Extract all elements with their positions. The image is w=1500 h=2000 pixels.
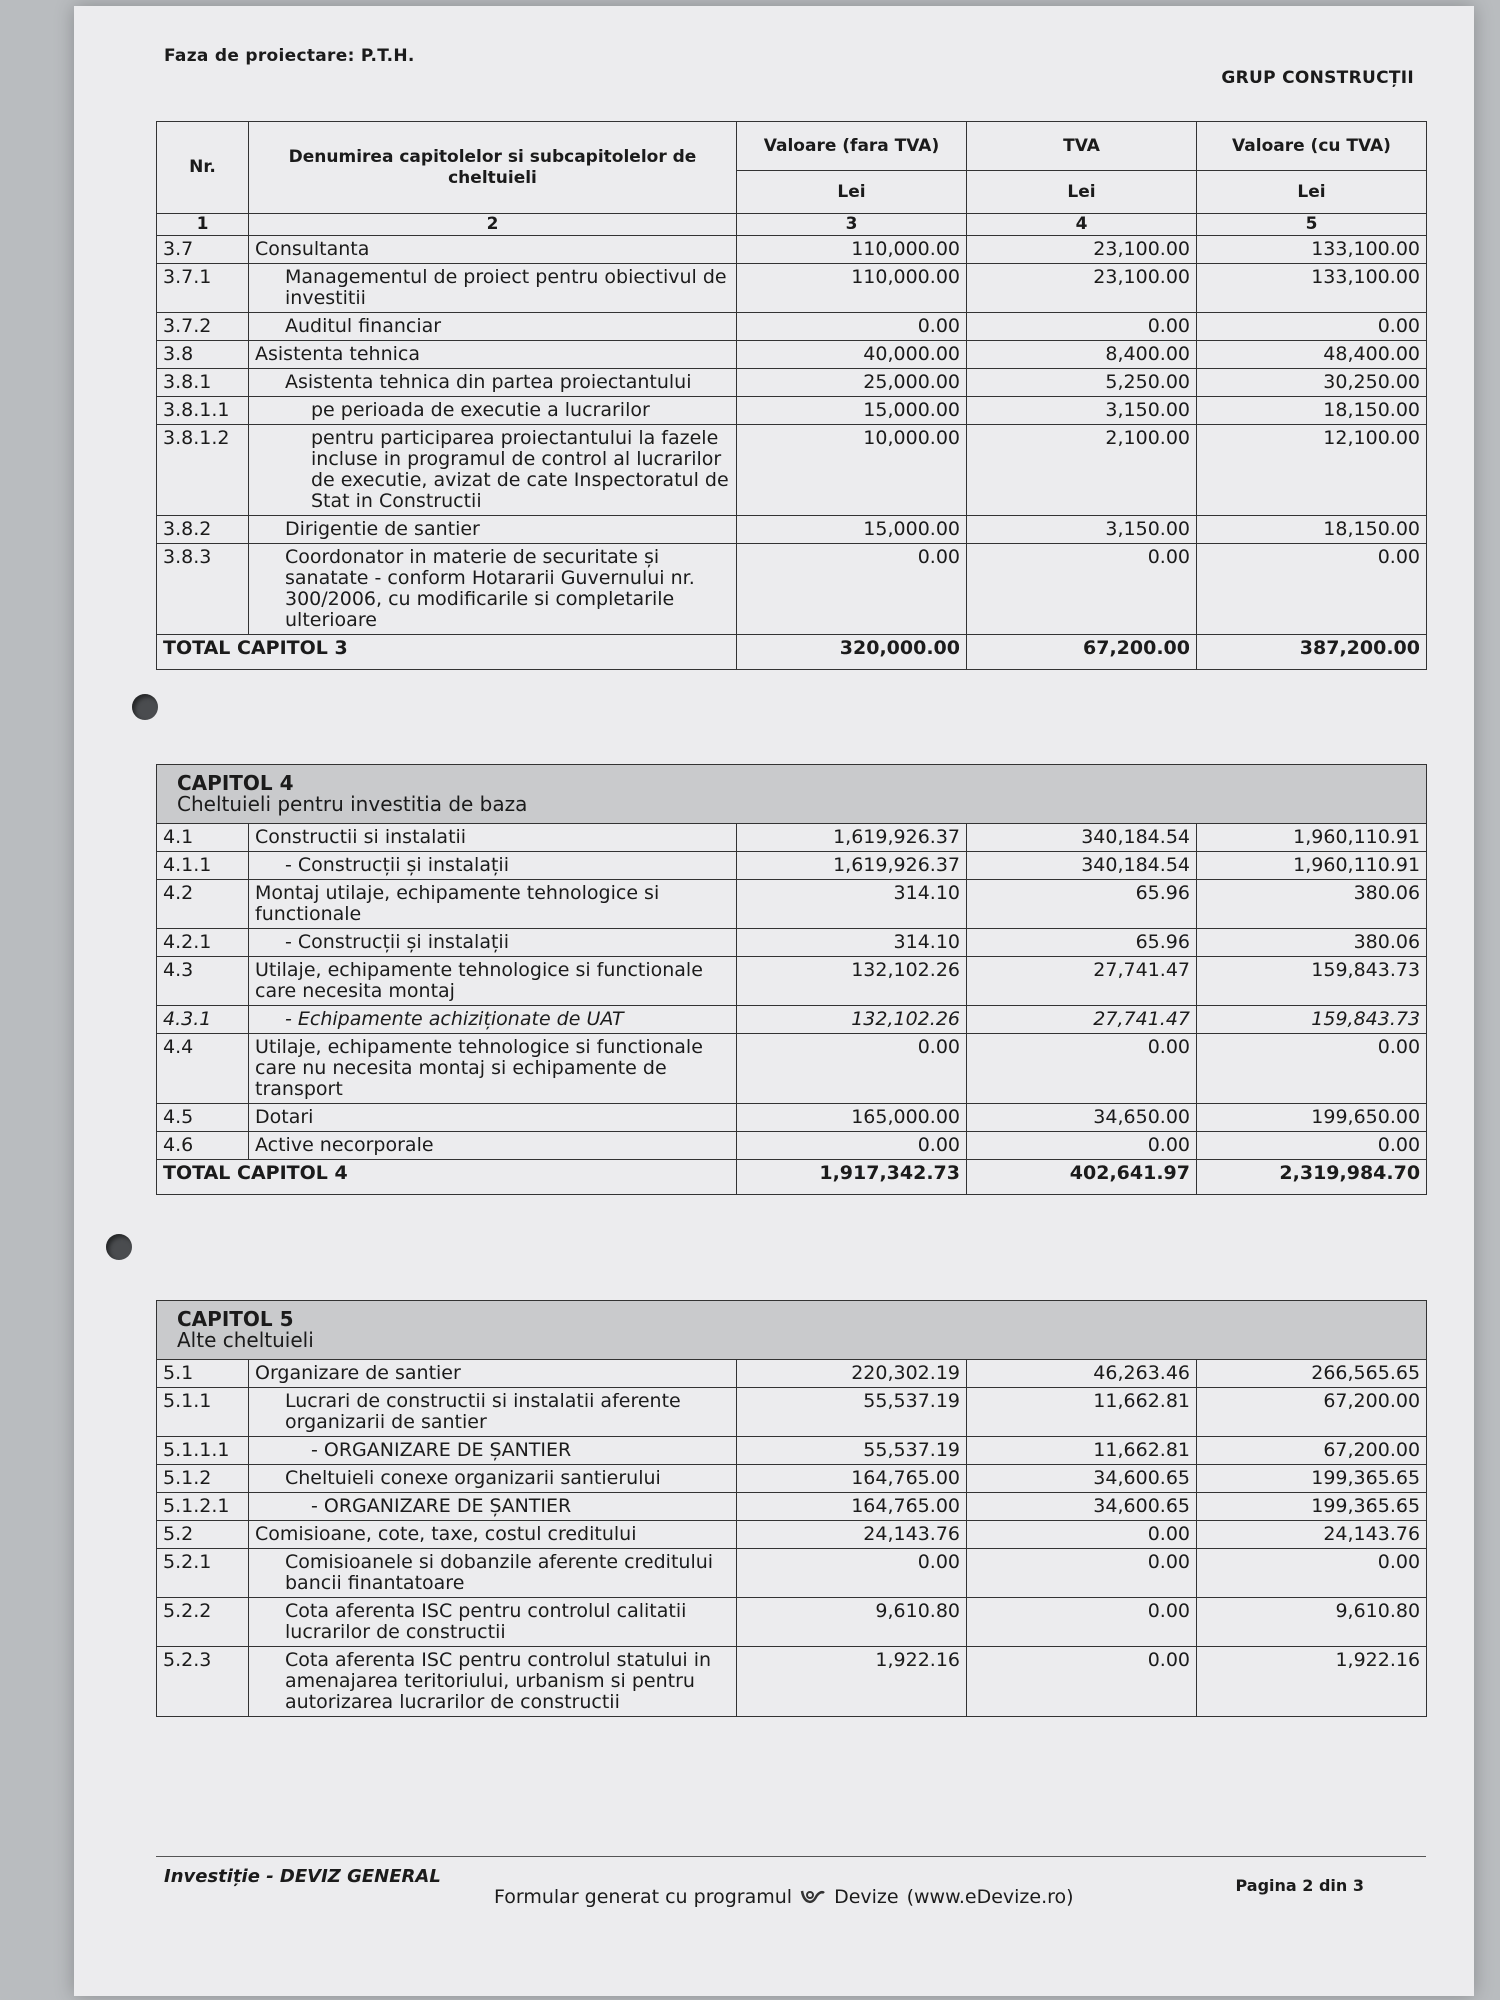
col-val-header: Valoare (fara TVA) [737,122,967,171]
row-tva: 340,184.54 [967,824,1197,852]
company-label: GRUP CONSTRUCȚII [1221,68,1414,88]
table-row [157,929,1427,957]
table-row [157,264,1427,313]
row-description: Managementul de proiect pentru obiectivul de investitii [249,264,737,313]
row-value-tva: 18,150.00 [1197,397,1427,425]
document-page [74,6,1474,1996]
row-value: 0.00 [737,1132,967,1160]
row-number: 5.2.3 [157,1647,249,1717]
row-value-tva: 1,922.16 [1197,1647,1427,1717]
row-value: 1,619,926.37 [737,852,967,880]
table-row [157,544,1427,635]
row-tva: 11,662.81 [967,1437,1197,1465]
table-index-row [157,214,1427,236]
cap3-table [156,121,1427,670]
row-value-tva: 18,150.00 [1197,516,1427,544]
row-value-tva: 159,843.73 [1197,957,1427,1006]
total-tva: 402,641.97 [967,1160,1197,1195]
row-value: 314.10 [737,880,967,929]
row-value-tva: 67,200.00 [1197,1437,1427,1465]
row-number: 3.8.2 [157,516,249,544]
cap4-heading [157,765,1427,824]
unit-label: Lei [1197,171,1427,214]
row-tva: 0.00 [967,313,1197,341]
cap4-title: CAPITOL 4 [177,771,294,795]
row-number: 3.8.1 [157,369,249,397]
row-value: 110,000.00 [737,264,967,313]
punch-hole [106,1234,132,1260]
row-number: 4.6 [157,1132,249,1160]
col-index: 2 [249,214,737,236]
row-description: Utilaje, echipamente tehnologice si functionale care necesita montaj [249,957,737,1006]
row-number: 5.1.2.1 [157,1493,249,1521]
row-description: - ORGANIZARE DE ȘANTIER [249,1437,737,1465]
table-row [157,1521,1427,1549]
row-value-tva: 133,100.00 [1197,236,1427,264]
row-value-tva: 380.06 [1197,929,1427,957]
cap4-subtitle: Cheltuieli pentru investitia de baza [177,792,528,816]
row-value: 220,302.19 [737,1360,967,1388]
table-row [157,824,1427,852]
col-index: 1 [157,214,249,236]
row-number: 4.4 [157,1034,249,1104]
cap5-table [156,1300,1427,1717]
row-value-tva: 12,100.00 [1197,425,1427,516]
cap5-rows [157,1360,1427,1717]
row-number: 3.8.1.1 [157,397,249,425]
cap5-heading [157,1301,1427,1360]
row-description: Comisioane, cote, taxe, costul creditului [249,1521,737,1549]
row-tva: 34,600.65 [967,1465,1197,1493]
col-index: 5 [1197,214,1427,236]
table-row [157,1360,1427,1388]
row-value: 164,765.00 [737,1493,967,1521]
table-row [157,1034,1427,1104]
row-value: 55,537.19 [737,1437,967,1465]
table-row [157,516,1427,544]
row-value-tva: 199,365.65 [1197,1465,1427,1493]
footer-divider [156,1856,1426,1857]
row-number: 4.3 [157,957,249,1006]
row-value-tva: 199,365.65 [1197,1493,1427,1521]
row-tva: 27,741.47 [967,957,1197,1006]
cap5-title: CAPITOL 5 [177,1307,294,1331]
row-description: - Construcții și instalații [249,852,737,880]
row-description: Consultanta [249,236,737,264]
col-valtva-header: Valoare (cu TVA) [1197,122,1427,171]
row-tva: 0.00 [967,1549,1197,1598]
row-value: 314.10 [737,929,967,957]
punch-hole [132,694,158,720]
col-index: 3 [737,214,967,236]
row-value: 10,000.00 [737,425,967,516]
table-row [157,1549,1427,1598]
row-value: 165,000.00 [737,1104,967,1132]
row-description: Cota aferenta ISC pentru controlul calitatii lucrarilor de constructii [249,1598,737,1647]
page-number: Pagina 2 din 3 [1235,1876,1364,1895]
table-row [157,313,1427,341]
row-value-tva: 48,400.00 [1197,341,1427,369]
row-description: Coordonator in materie de securitate și sanatate - conform Hotararii Guvernului nr. 300/2006, cu modificarile si completarile ulterioare [249,544,737,635]
row-tva: 65.96 [967,929,1197,957]
row-description: Utilaje, echipamente tehnologice si functionale care nu necesita montaj si echipamente de transport [249,1034,737,1104]
row-tva: 11,662.81 [967,1388,1197,1437]
row-tva: 0.00 [967,1521,1197,1549]
row-value: 164,765.00 [737,1465,967,1493]
row-value-tva: 30,250.00 [1197,369,1427,397]
row-value: 25,000.00 [737,369,967,397]
row-number: 5.1.1.1 [157,1437,249,1465]
row-description: Constructii si instalatii [249,824,737,852]
col-index: 4 [967,214,1197,236]
row-number: 3.7.2 [157,313,249,341]
cap3-rows [157,236,1427,635]
total-value: 320,000.00 [737,635,967,670]
table-row [157,397,1427,425]
row-tva: 2,100.00 [967,425,1197,516]
col-tva-header: TVA [967,122,1197,171]
unit-label: Lei [967,171,1197,214]
row-value: 0.00 [737,1549,967,1598]
row-number: 3.8 [157,341,249,369]
cap5-subtitle: Alte cheltuieli [177,1328,314,1352]
row-tva: 3,150.00 [967,516,1197,544]
table-row [157,1647,1427,1717]
row-number: 3.7.1 [157,264,249,313]
devize-logo-icon [800,1887,826,1907]
footer-generator [494,1886,1074,1908]
row-number: 5.2.2 [157,1598,249,1647]
table-row [157,236,1427,264]
row-description: - Echipamente achiziționate de UAT [249,1006,737,1034]
table-row [157,880,1427,929]
row-tva: 0.00 [967,544,1197,635]
table-row [157,852,1427,880]
table-row [157,341,1427,369]
row-value-tva: 380.06 [1197,880,1427,929]
row-description: Organizare de santier [249,1360,737,1388]
row-number: 5.1 [157,1360,249,1388]
table-header-row [157,122,1427,171]
table-row [157,1465,1427,1493]
row-number: 3.8.1.2 [157,425,249,516]
total-tva: 67,200.00 [967,635,1197,670]
phase-label: Faza de proiectare: P.T.H. [164,46,415,66]
total-value-tva: 387,200.00 [1197,635,1427,670]
row-description: - ORGANIZARE DE ȘANTIER [249,1493,737,1521]
table-row [157,1104,1427,1132]
row-value-tva: 1,960,110.91 [1197,852,1427,880]
row-description: Active necorporale [249,1132,737,1160]
cap4-total-row [157,1160,1427,1195]
row-value-tva: 266,565.65 [1197,1360,1427,1388]
table-row [157,957,1427,1006]
row-tva: 5,250.00 [967,369,1197,397]
row-value: 15,000.00 [737,397,967,425]
row-value-tva: 0.00 [1197,1549,1427,1598]
row-number: 4.2 [157,880,249,929]
row-value-tva: 1,960,110.91 [1197,824,1427,852]
row-value: 1,619,926.37 [737,824,967,852]
row-value-tva: 159,843.73 [1197,1006,1427,1034]
row-value: 9,610.80 [737,1598,967,1647]
table-row [157,1493,1427,1521]
row-value: 24,143.76 [737,1521,967,1549]
row-value-tva: 0.00 [1197,1132,1427,1160]
row-tva: 23,100.00 [967,236,1197,264]
row-description: pentru participarea proiectantului la fazele incluse in programul de control al lucrarilor de executie, avizat de cate Inspectoratul de Stat in Constructii [249,425,737,516]
row-number: 4.1 [157,824,249,852]
row-number: 5.1.1 [157,1388,249,1437]
row-number: 4.1.1 [157,852,249,880]
cap4-rows [157,824,1427,1160]
row-description: Montaj utilaje, echipamente tehnologice si functionale [249,880,737,929]
generator-url: (www.eDevize.ro) [906,1886,1074,1908]
generator-prefix: Formular generat cu programul [494,1886,793,1908]
row-number: 3.8.3 [157,544,249,635]
cap4-table [156,764,1427,1195]
row-tva: 0.00 [967,1034,1197,1104]
row-value: 0.00 [737,1034,967,1104]
table-row [157,1006,1427,1034]
row-description: Asistenta tehnica din partea proiectantului [249,369,737,397]
row-tva: 23,100.00 [967,264,1197,313]
row-number: 4.3.1 [157,1006,249,1034]
devize-logo-text: Devize [834,1886,899,1908]
row-number: 5.2.1 [157,1549,249,1598]
row-value: 55,537.19 [737,1388,967,1437]
row-value-tva: 199,650.00 [1197,1104,1427,1132]
row-value: 1,922.16 [737,1647,967,1717]
row-tva: 27,741.47 [967,1006,1197,1034]
row-value-tva: 0.00 [1197,313,1427,341]
unit-label: Lei [737,171,967,214]
row-tva: 0.00 [967,1598,1197,1647]
row-description: Cota aferenta ISC pentru controlul statului in amenajarea teritoriului, urbanism si pentru autorizarea lucrarilor de constructii [249,1647,737,1717]
row-tva: 65.96 [967,880,1197,929]
row-number: 5.2 [157,1521,249,1549]
row-value: 132,102.26 [737,957,967,1006]
table-row [157,1437,1427,1465]
row-value: 0.00 [737,313,967,341]
row-number: 4.2.1 [157,929,249,957]
table-row [157,1132,1427,1160]
row-tva: 340,184.54 [967,852,1197,880]
cap3-total-row [157,635,1427,670]
row-description: Dirigentie de santier [249,516,737,544]
row-number: 3.7 [157,236,249,264]
row-number: 5.1.2 [157,1465,249,1493]
row-value: 0.00 [737,544,967,635]
row-value-tva: 133,100.00 [1197,264,1427,313]
total-value-tva: 2,319,984.70 [1197,1160,1427,1195]
row-description: Lucrari de constructii si instalatii aferente organizarii de santier [249,1388,737,1437]
row-tva: 0.00 [967,1132,1197,1160]
col-nr-header: Nr. [157,122,249,214]
row-description: - Construcții și instalații [249,929,737,957]
row-tva: 34,650.00 [967,1104,1197,1132]
row-value-tva: 0.00 [1197,1034,1427,1104]
row-tva: 34,600.65 [967,1493,1197,1521]
total-label: TOTAL CAPITOL 3 [157,635,737,670]
row-description: Cheltuieli conexe organizarii santierului [249,1465,737,1493]
table-row [157,1388,1427,1437]
footer-document-title: Investiție - DEVIZ GENERAL [164,1866,441,1887]
row-description: Auditul financiar [249,313,737,341]
row-value-tva: 24,143.76 [1197,1521,1427,1549]
row-value: 15,000.00 [737,516,967,544]
row-value: 110,000.00 [737,236,967,264]
table-row [157,369,1427,397]
table-row [157,425,1427,516]
row-description: Asistenta tehnica [249,341,737,369]
row-tva: 0.00 [967,1647,1197,1717]
row-value: 132,102.26 [737,1006,967,1034]
total-value: 1,917,342.73 [737,1160,967,1195]
row-value: 40,000.00 [737,341,967,369]
total-label: TOTAL CAPITOL 4 [157,1160,737,1195]
table-row [157,1598,1427,1647]
row-value-tva: 67,200.00 [1197,1388,1427,1437]
col-name-header: Denumirea capitolelor si subcapitolelor de cheltuieli [249,122,737,214]
row-value-tva: 9,610.80 [1197,1598,1427,1647]
row-tva: 3,150.00 [967,397,1197,425]
row-tva: 8,400.00 [967,341,1197,369]
row-description: Dotari [249,1104,737,1132]
row-value-tva: 0.00 [1197,544,1427,635]
row-number: 4.5 [157,1104,249,1132]
row-description: pe perioada de executie a lucrarilor [249,397,737,425]
row-tva: 46,263.46 [967,1360,1197,1388]
row-description: Comisioanele si dobanzile aferente creditului bancii finantatoare [249,1549,737,1598]
